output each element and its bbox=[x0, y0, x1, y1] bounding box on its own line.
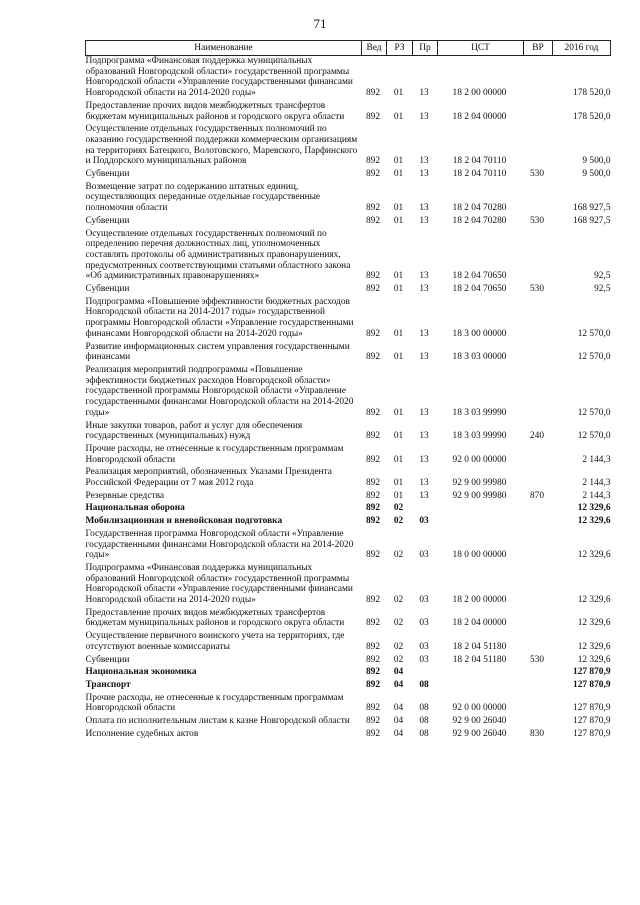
cell-ved: 892 bbox=[365, 454, 381, 465]
cell-vr: 530 bbox=[529, 215, 545, 226]
cell-ved: 892 bbox=[365, 703, 381, 714]
cell-pr: 13 bbox=[419, 88, 429, 99]
cell-ved: 892 bbox=[365, 618, 381, 629]
cell-rz: 02 bbox=[393, 503, 404, 514]
cell-ved: 892 bbox=[365, 203, 381, 214]
cell-cst: 18 2 04 51180 bbox=[452, 641, 507, 652]
cell-rz: 04 bbox=[393, 703, 404, 714]
cell-rz: 04 bbox=[393, 667, 404, 678]
cell-ved: 892 bbox=[365, 716, 381, 727]
cell-name: Реализация мероприятий, обозначенных Указами Президента Российской Федерации от 7 мая 2012 года bbox=[85, 467, 332, 489]
table-row bbox=[86, 365, 611, 421]
cell-cst: 18 2 00 00000 bbox=[452, 595, 507, 606]
cell-pr: 13 bbox=[419, 169, 429, 180]
cell-rz: 01 bbox=[393, 490, 404, 501]
cell-amount: 12 570,0 bbox=[577, 431, 611, 442]
cell-rz: 01 bbox=[393, 215, 404, 226]
table-row bbox=[86, 229, 611, 285]
cell-cst: 18 2 04 70650 bbox=[452, 271, 507, 282]
cell-pr: 03 bbox=[419, 550, 429, 561]
cell-amount: 12 329,6 bbox=[577, 550, 611, 561]
cell-rz: 04 bbox=[393, 679, 404, 690]
cell-amount: 12 570,0 bbox=[577, 328, 611, 339]
cell-amount: 92,5 bbox=[594, 271, 611, 282]
cell-name: Мобилизационная и вневойсковая подготовка bbox=[85, 516, 283, 527]
header-vr: ВР bbox=[524, 41, 553, 56]
header-pr: Пр bbox=[413, 41, 438, 56]
cell-vr bbox=[524, 608, 553, 631]
header-name: Наименование bbox=[86, 41, 362, 56]
cell-rz: 01 bbox=[393, 271, 404, 282]
table-row bbox=[86, 297, 611, 342]
cell-pr: 08 bbox=[419, 703, 429, 714]
table-row bbox=[86, 56, 611, 101]
cell-rz: 02 bbox=[393, 595, 404, 606]
cell-rz: 01 bbox=[393, 352, 404, 363]
cell-name: Национальная экономика bbox=[85, 667, 197, 678]
cell-rz: 02 bbox=[393, 550, 404, 561]
table-row bbox=[86, 631, 611, 654]
cell-pr: 13 bbox=[419, 215, 429, 226]
cell-ved: 892 bbox=[365, 550, 381, 561]
cell-cst: 18 2 00 00000 bbox=[452, 88, 507, 99]
cell-vr bbox=[524, 297, 553, 342]
cell-vr bbox=[524, 101, 553, 124]
cell-ved: 892 bbox=[365, 490, 381, 501]
cell-vr bbox=[524, 667, 553, 680]
cell-ved: 892 bbox=[365, 169, 381, 180]
cell-amount: 12 329,6 bbox=[577, 618, 611, 629]
cell-amount: 9 500,0 bbox=[582, 169, 611, 180]
cell-cst: 18 3 03 00000 bbox=[452, 352, 507, 363]
cell-vr bbox=[524, 503, 553, 516]
cell-amount: 2 144,3 bbox=[582, 454, 611, 465]
cell-name: Предоставление прочих видов межбюджетных трансфертов бюджетам муниципальных районов и городского округа области bbox=[85, 607, 345, 629]
cell-rz: 01 bbox=[393, 478, 404, 489]
cell-ved: 892 bbox=[365, 641, 381, 652]
header-ved: Вед bbox=[362, 41, 387, 56]
cell-name: Иные закупки товаров, работ и услуг для обеспечения государственных (муниципальных) нужд bbox=[85, 420, 303, 442]
cell-vr bbox=[524, 342, 553, 365]
cell-name: Реализация мероприятий подпрограммы «Повышение эффективности бюджетных расходов Новгородской области» государственной программы Новгородской области «Управление государственными финансами Новгородской области на 2014-2020 годы» bbox=[85, 364, 354, 418]
cell-name: Субвенции bbox=[85, 169, 130, 180]
cell-amount: 178 520,0 bbox=[573, 88, 611, 99]
cell-pr: 13 bbox=[419, 156, 429, 167]
cell-ved: 892 bbox=[365, 478, 381, 489]
cell-amount: 127 870,9 bbox=[573, 703, 611, 714]
cell-amount: 12 329,6 bbox=[577, 641, 611, 652]
cell-ved: 892 bbox=[365, 595, 381, 606]
cell-rz: 02 bbox=[393, 618, 404, 629]
cell-cst: 18 2 04 00000 bbox=[452, 111, 507, 122]
cell-name: Предоставление прочих видов межбюджетных трансфертов бюджетам муниципальных районов и городского округа области bbox=[85, 100, 345, 122]
cell-cst: 92 9 00 99980 bbox=[452, 478, 507, 489]
cell-pr: 13 bbox=[419, 203, 429, 214]
cell-rz: 01 bbox=[393, 203, 404, 214]
cell-vr bbox=[524, 229, 553, 285]
budget-table bbox=[85, 40, 611, 741]
table-row bbox=[86, 216, 611, 229]
cell-amount: 168 927,5 bbox=[573, 215, 611, 226]
table-row bbox=[86, 101, 611, 124]
cell-vr bbox=[524, 563, 553, 608]
cell-ved: 892 bbox=[365, 88, 381, 99]
cell-name: Транспорт bbox=[85, 679, 131, 690]
cell-rz: 01 bbox=[393, 284, 404, 295]
table-row bbox=[86, 124, 611, 169]
cell-rz: 01 bbox=[393, 407, 404, 418]
cell-amount: 12 329,6 bbox=[577, 654, 611, 665]
table-row bbox=[86, 467, 611, 490]
cell-vr bbox=[524, 124, 553, 169]
cell-pr: 13 bbox=[419, 454, 429, 465]
cell-pr: 08 bbox=[419, 716, 429, 727]
cell-name: Прочие расходы, не отнесенные к государственным программам Новгородской области bbox=[85, 692, 344, 714]
cell-rz: 04 bbox=[393, 716, 404, 727]
page-number: 71 bbox=[313, 16, 327, 31]
cell-amount: 12 329,6 bbox=[577, 503, 611, 514]
cell-pr: 03 bbox=[419, 516, 429, 527]
cell-vr: 530 bbox=[529, 284, 545, 295]
cell-ved: 892 bbox=[365, 111, 381, 122]
cell-cst: 18 2 04 70650 bbox=[452, 284, 507, 295]
cell-name: Прочие расходы, не отнесенные к государственным программам Новгородской области bbox=[85, 443, 344, 465]
cell-pr: 13 bbox=[419, 431, 429, 442]
cell-name: Осуществление отдельных государственных полномочий по оказанию государственной поддержки коммерческим организациям на территориях Батецкого, Волотовского, Маревского, Парфинского и Поддорского муниципальных районов bbox=[85, 124, 358, 167]
cell-ved: 892 bbox=[365, 328, 381, 339]
table-row bbox=[86, 563, 611, 608]
cell-cst: 92 9 00 26040 bbox=[452, 716, 507, 727]
table-header-row bbox=[86, 41, 611, 56]
cell-cst: 18 2 04 51180 bbox=[452, 654, 507, 665]
table-row bbox=[86, 680, 611, 693]
cell-pr: 13 bbox=[419, 328, 429, 339]
table-row bbox=[86, 693, 611, 716]
cell-name: Оплата по исполнительным листам к казне Новгородской области bbox=[85, 716, 350, 727]
cell-name: Развитие информационных систем управления государственными финансами bbox=[85, 341, 350, 363]
table-row bbox=[86, 182, 611, 216]
cell-cst bbox=[438, 503, 524, 516]
cell-vr bbox=[524, 693, 553, 716]
cell-rz: 01 bbox=[393, 156, 404, 167]
table-row bbox=[86, 667, 611, 680]
cell-name: Исполнение судебных актов bbox=[85, 728, 199, 739]
cell-vr bbox=[524, 467, 553, 490]
cell-cst: 92 0 00 00000 bbox=[452, 703, 507, 714]
cell-pr: 13 bbox=[419, 490, 429, 501]
cell-pr: 08 bbox=[419, 679, 429, 690]
cell-rz: 01 bbox=[393, 454, 404, 465]
cell-cst: 92 9 00 26040 bbox=[452, 728, 507, 739]
cell-cst: 92 9 00 99980 bbox=[452, 490, 507, 501]
table-row bbox=[86, 284, 611, 297]
cell-name: Подпрограмма «Повышение эффективности бюджетных расходов Новгородской области на 2014-2017 годы» государственной программы Новгородской области «Управление государственными финансами Новгородской области на 2014-2020 годы» bbox=[85, 296, 354, 339]
header-rz: РЗ bbox=[387, 41, 413, 56]
cell-vr: 530 bbox=[529, 654, 545, 665]
cell-ved: 892 bbox=[365, 352, 381, 363]
cell-amount: 127 870,9 bbox=[573, 679, 611, 690]
cell-pr bbox=[413, 503, 438, 516]
cell-amount: 2 144,3 bbox=[582, 478, 611, 489]
cell-ved: 892 bbox=[365, 431, 381, 442]
cell-amount: 12 329,6 bbox=[577, 516, 611, 527]
cell-vr bbox=[524, 680, 553, 693]
cell-rz: 01 bbox=[393, 169, 404, 180]
cell-name: Осуществление первичного воинского учета на территориях, где отсутствуют военные комиссариаты bbox=[85, 631, 345, 652]
cell-cst: 18 2 04 00000 bbox=[452, 618, 507, 629]
cell-ved: 892 bbox=[365, 679, 381, 690]
cell-name: Осуществление отдельных государственных полномочий по определению перечня должностных лиц, уполномоченных составлять протоколы об административных правонарушениях, предусмотренных соответствующими статьями областного закона «Об административных правонарушениях» bbox=[85, 228, 351, 282]
table-row bbox=[86, 444, 611, 467]
cell-cst: 18 3 03 99990 bbox=[452, 407, 507, 418]
cell-name: Субвенции bbox=[85, 284, 130, 295]
cell-pr: 03 bbox=[419, 641, 429, 652]
cell-cst: 92 0 00 00000 bbox=[452, 454, 507, 465]
table-row bbox=[86, 516, 611, 529]
cell-rz: 01 bbox=[393, 431, 404, 442]
cell-rz: 04 bbox=[393, 728, 404, 739]
cell-pr: 03 bbox=[419, 595, 429, 606]
cell-name: Подпрограмма «Финансовая поддержка муниципальных образований Новгородской области» государственной программы Новгородской области «Управление государственными финансами Новгородской области на 2014-2020 годы» bbox=[85, 56, 353, 99]
cell-pr bbox=[413, 667, 438, 680]
cell-cst: 18 0 00 00000 bbox=[452, 550, 507, 561]
cell-cst bbox=[438, 516, 524, 529]
cell-amount: 12 570,0 bbox=[577, 352, 611, 363]
cell-pr: 13 bbox=[419, 407, 429, 418]
cell-rz: 02 bbox=[393, 654, 404, 665]
table-row bbox=[86, 421, 611, 444]
table-row bbox=[86, 716, 611, 729]
cell-cst: 18 2 04 70280 bbox=[452, 215, 507, 226]
cell-ved: 892 bbox=[365, 271, 381, 282]
cell-ved: 892 bbox=[365, 654, 381, 665]
cell-cst: 18 3 00 00000 bbox=[452, 328, 507, 339]
header-cst: ЦСТ bbox=[438, 41, 524, 56]
cell-pr: 13 bbox=[419, 271, 429, 282]
cell-amount: 12 570,0 bbox=[577, 407, 611, 418]
cell-vr bbox=[524, 516, 553, 529]
header-year: 2016 год bbox=[553, 41, 611, 56]
table-row bbox=[86, 655, 611, 668]
cell-amount: 92,5 bbox=[594, 284, 611, 295]
cell-pr: 03 bbox=[419, 618, 429, 629]
cell-vr: 240 bbox=[529, 431, 545, 442]
cell-cst: 18 2 04 70110 bbox=[452, 169, 507, 180]
cell-vr bbox=[524, 444, 553, 467]
cell-pr: 13 bbox=[419, 111, 429, 122]
cell-ved: 892 bbox=[365, 667, 381, 678]
cell-ved: 892 bbox=[365, 516, 381, 527]
cell-ved: 892 bbox=[365, 215, 381, 226]
cell-pr: 08 bbox=[419, 728, 429, 739]
cell-vr: 870 bbox=[529, 490, 545, 501]
cell-ved: 892 bbox=[365, 156, 381, 167]
cell-rz: 02 bbox=[393, 516, 404, 527]
table-row bbox=[86, 169, 611, 182]
cell-vr bbox=[524, 716, 553, 729]
cell-vr bbox=[524, 529, 553, 563]
cell-vr bbox=[524, 365, 553, 421]
cell-ved: 892 bbox=[365, 728, 381, 739]
table-row bbox=[86, 529, 611, 563]
cell-vr bbox=[524, 56, 553, 101]
cell-cst: 18 2 04 70280 bbox=[452, 203, 507, 214]
cell-name: Субвенции bbox=[85, 654, 130, 665]
cell-name: Субвенции bbox=[85, 215, 130, 226]
cell-pr: 13 bbox=[419, 478, 429, 489]
table-row bbox=[86, 503, 611, 516]
cell-cst: 18 2 04 70110 bbox=[452, 156, 507, 167]
cell-amount: 127 870,9 bbox=[573, 728, 611, 739]
cell-vr: 530 bbox=[529, 169, 545, 180]
cell-rz: 01 bbox=[393, 328, 404, 339]
cell-vr: 830 bbox=[529, 728, 545, 739]
cell-amount: 127 870,9 bbox=[573, 716, 611, 727]
cell-vr bbox=[524, 631, 553, 654]
cell-name: Возмещение затрат по содержанию штатных единиц, осуществляющих переданные отдельные государственные полномочия области bbox=[85, 181, 321, 214]
cell-rz: 02 bbox=[393, 641, 404, 652]
cell-rz: 01 bbox=[393, 88, 404, 99]
cell-amount: 9 500,0 bbox=[582, 156, 611, 167]
cell-name: Подпрограмма «Финансовая поддержка муниципальных образований Новгородской области» государственной программы Новгородской области «Управление государственными финансами Новгородской области на 2014-2020 годы» bbox=[85, 562, 353, 606]
table-row bbox=[86, 608, 611, 631]
cell-name: Государственная программа Новгородской области «Управление государственными финансами Новгородской области на 2014-2020 годы» bbox=[85, 528, 354, 561]
cell-amount: 168 927,5 bbox=[573, 203, 611, 214]
cell-pr: 13 bbox=[419, 352, 429, 363]
table-row bbox=[86, 491, 611, 504]
cell-pr: 13 bbox=[419, 284, 429, 295]
cell-amount: 127 870,9 bbox=[573, 667, 611, 678]
cell-name: Национальная оборона bbox=[85, 503, 185, 514]
cell-name: Резервные средства bbox=[85, 490, 165, 501]
cell-vr bbox=[524, 182, 553, 216]
cell-cst: 18 3 03 99990 bbox=[452, 431, 507, 442]
cell-amount: 12 329,6 bbox=[577, 595, 611, 606]
cell-ved: 892 bbox=[365, 503, 381, 514]
cell-cst bbox=[438, 667, 524, 680]
table-row bbox=[86, 729, 611, 742]
cell-ved: 892 bbox=[365, 407, 381, 418]
cell-pr: 03 bbox=[419, 654, 429, 665]
cell-rz: 01 bbox=[393, 111, 404, 122]
cell-amount: 178 520,0 bbox=[573, 111, 611, 122]
cell-cst bbox=[438, 680, 524, 693]
table-row bbox=[86, 342, 611, 365]
cell-ved: 892 bbox=[365, 284, 381, 295]
cell-amount: 2 144,3 bbox=[582, 490, 611, 501]
